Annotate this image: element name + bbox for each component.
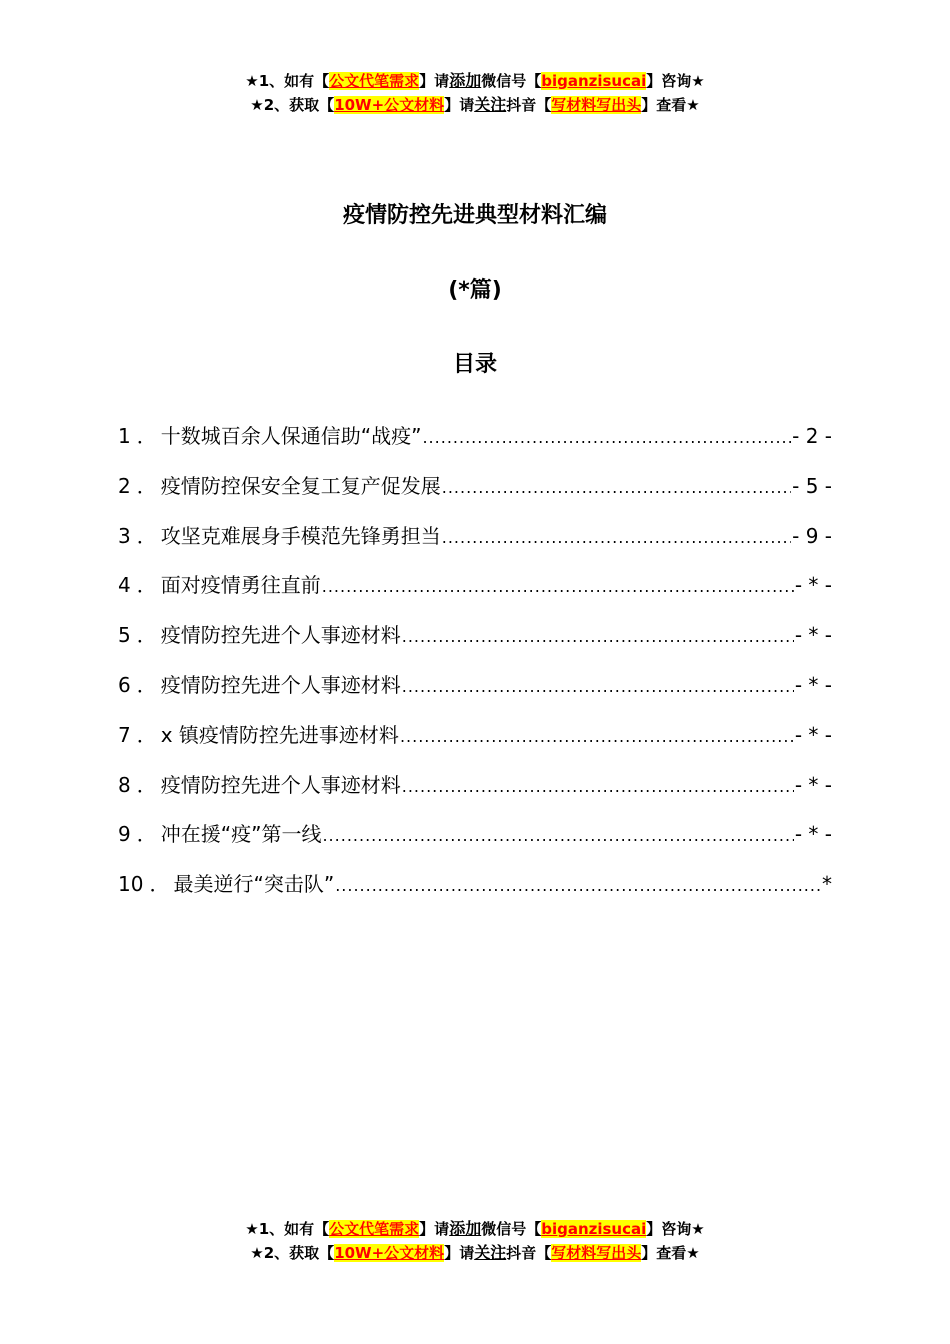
toc-entry-number: 9	[118, 822, 131, 847]
toc-entry-number: 7	[118, 722, 131, 747]
toc-entry-separator: ．	[136, 424, 157, 448]
toc-entry-separator: ．	[136, 672, 157, 697]
banner-line-2	[0, 1241, 950, 1265]
banner-text: ★2、获取【	[250, 1244, 335, 1262]
toc-entry[interactable]	[118, 420, 832, 470]
toc-leader-dots	[400, 721, 794, 753]
toc-entry-page: - * -	[794, 672, 832, 697]
toc-entry-separator: ．	[136, 722, 157, 747]
banner-text: ★2、获取【	[250, 96, 335, 114]
toc-entry[interactable]	[118, 719, 832, 769]
toc-entry-title: 疫情防控先进个人事迹材料	[160, 672, 401, 697]
toc-entry[interactable]	[118, 520, 832, 570]
toc-entry-separator: ．	[149, 872, 170, 897]
toc-leader-dots	[322, 820, 793, 852]
toc-entry-separator: ．	[136, 573, 157, 598]
banner-text: ★1、如有【	[245, 1220, 330, 1238]
highlight-ghostwriting: 公文代笔需求	[329, 72, 420, 90]
header-banner	[0, 69, 950, 117]
toc-entry-title: 攻坚克难展身手模范先锋勇担当	[160, 523, 441, 548]
toc-entry-title: 疫情防控先进个人事迹材料	[160, 772, 401, 797]
banner-text: 微信号【	[481, 72, 542, 90]
highlight-materials: 10W+公文材料	[334, 1244, 445, 1262]
banner-text: 】请	[444, 96, 475, 114]
toc-leader-dots	[322, 571, 794, 603]
highlight-wechat-id: biganzisucai	[541, 72, 647, 90]
toc-entry[interactable]	[118, 569, 832, 619]
document-subtitle: (*篇)	[448, 278, 502, 303]
toc-entry-number: 2	[118, 473, 131, 498]
highlight-ghostwriting: 公文代笔需求	[329, 1220, 420, 1238]
toc-entry-page: - * -	[794, 573, 832, 598]
footer-banner	[0, 1217, 950, 1265]
toc-entry-page: - * -	[794, 822, 832, 847]
toc-heading: 目录	[452, 352, 497, 377]
toc-entry-number: 10	[118, 872, 144, 897]
toc-leader-dots	[422, 422, 791, 454]
toc-entry-page: - 2 -	[792, 424, 832, 448]
toc-entry-page: - * -	[794, 772, 832, 797]
toc-entry[interactable]	[118, 470, 832, 520]
table-of-contents	[118, 420, 832, 918]
toc-entry-number: 5	[118, 623, 131, 648]
highlight-materials: 10W+公文材料	[334, 96, 445, 114]
toc-entry-page: - * -	[794, 623, 832, 648]
toc-leader-dots	[442, 522, 791, 554]
banner-underlined-text: 关注	[474, 95, 507, 114]
toc-leader-dots	[335, 870, 821, 902]
toc-entry-number: 8	[118, 772, 131, 797]
toc-entry[interactable]	[118, 619, 832, 669]
toc-entry-title: 面对疫情勇往直前	[160, 573, 321, 598]
toc-entry-page: - 5 -	[792, 473, 832, 498]
banner-underlined-text: 关注	[474, 1243, 507, 1262]
highlight-douyin: 写材料写出头	[551, 1244, 642, 1262]
banner-text: 】查看★	[641, 1244, 700, 1262]
banner-line-1	[0, 69, 950, 93]
toc-entry-page: - 9 -	[792, 523, 832, 548]
toc-leader-dots	[402, 621, 794, 653]
banner-text: 】查看★	[641, 96, 700, 114]
toc-entry-title: 疫情防控先进个人事迹材料	[160, 623, 401, 648]
banner-text: 】请	[419, 72, 450, 90]
banner-line-2	[0, 93, 950, 117]
banner-text: 】请	[419, 1220, 450, 1238]
banner-underlined-text: 添加	[449, 1219, 482, 1238]
banner-text: 抖音【	[506, 96, 552, 114]
banner-text: 微信号【	[481, 1220, 542, 1238]
toc-entry-title: 十数城百余人保通信助“战疫”	[160, 424, 422, 448]
document-title: 疫情防控先进典型材料汇编	[342, 203, 607, 228]
toc-entry[interactable]	[118, 669, 832, 719]
toc-entry-number: 3	[118, 523, 131, 548]
toc-entry-title: 疫情防控保安全复工复产促发展	[160, 473, 441, 498]
toc-entry-number: 4	[118, 573, 131, 598]
highlight-douyin: 写材料写出头	[551, 96, 642, 114]
toc-entry-title: x 镇疫情防控先进事迹材料	[160, 722, 399, 747]
toc-entry-separator: ．	[136, 473, 157, 498]
toc-leader-dots	[402, 771, 794, 803]
banner-text: 】咨询★	[646, 72, 705, 90]
banner-text: 】请	[444, 1244, 475, 1262]
banner-underlined-text: 添加	[449, 71, 482, 90]
toc-entry[interactable]	[118, 818, 832, 868]
toc-entry-separator: ．	[136, 772, 157, 797]
banner-text: ★1、如有【	[245, 72, 330, 90]
toc-leader-dots	[402, 671, 794, 703]
toc-entry-separator: ．	[136, 523, 157, 548]
toc-leader-dots	[442, 472, 791, 504]
toc-entry-page: - * -	[794, 722, 832, 747]
toc-entry-number: 6	[118, 672, 131, 697]
toc-entry[interactable]	[118, 769, 832, 819]
toc-entry-separator: ．	[136, 623, 157, 648]
toc-entry-title: 最美逆行“突击队”	[173, 872, 335, 897]
toc-entry-page: *	[822, 872, 832, 897]
toc-entry-number: 1	[118, 424, 131, 448]
banner-line-1	[0, 1217, 950, 1241]
toc-entry-title: 冲在援“疫”第一线	[160, 822, 322, 847]
banner-text: 抖音【	[506, 1244, 552, 1262]
highlight-wechat-id: biganzisucai	[541, 1220, 647, 1238]
toc-entry[interactable]	[118, 868, 832, 918]
banner-text: 】咨询★	[646, 1220, 705, 1238]
toc-entry-separator: ．	[136, 822, 157, 847]
